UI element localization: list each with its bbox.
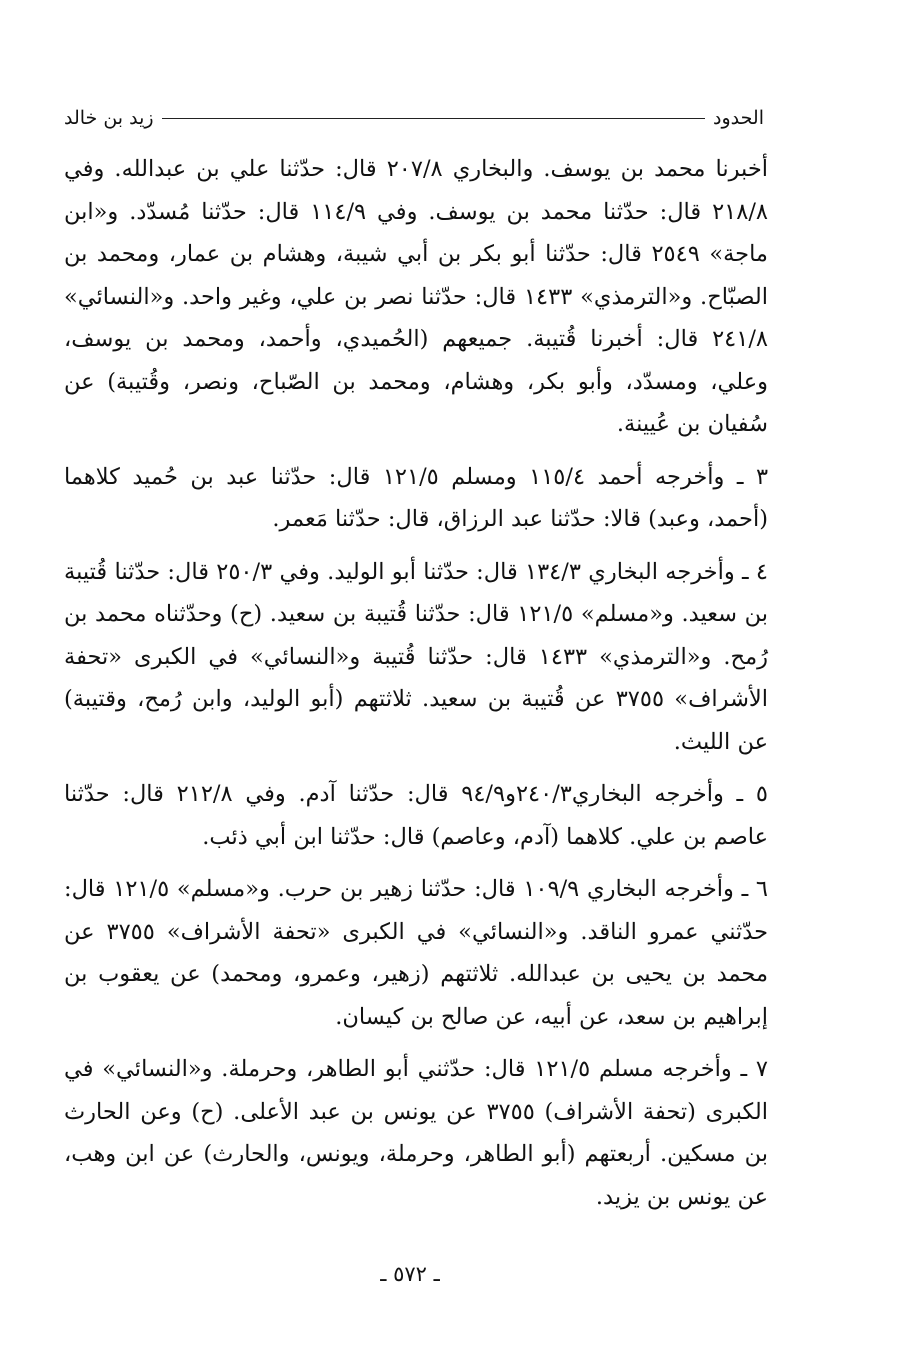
paragraph-4: ٤ ـ وأخرجه البخاري ١٣٤/٣ قال: حدّثنا أبو الوليد. وفي ٢٥٠/٣ قال: حدّثنا قُتيبة بن سعيد. و«مسلم» ١٢١/٥ قال: حدّثنا قُتيبة بن سعيد. (ح) وحدّثناه محمد بن رُمح. و«الترمذي» ١٤٣٣ قال: حدّثنا قُتيبة و«النسائي» في الكبرى «تحفة الأشراف» ٣٧٥٥ عن قُتيبة بن سعيد. ثلاثتهم (أبو الوليد، وابن رُمح، وقتيبة) عن الليث. (64, 558, 768, 755)
paragraph-continuation: أخبرنا محمد بن يوسف. والبخاري ٢٠٧/٨ قال: حدّثنا علي بن عبدالله. وفي ٢١٨/٨ قال: حدّثنا محمد بن يوسف. وفي ١١٤/٩ قال: حدّثنا مُسدّد. و«ابن ماجة» ٢٥٤٩ قال: حدّثنا أبو بكر بن أبي شيبة، وهشام بن عمار، ومحمد بن الصبّاح. و«الترمذي» ١٤٣٣ قال: حدّثنا نصر بن علي، وغير واحد. و«النسائي» ٢٤١/٨ قال: أخبرنا قُتيبة. جميعهم (الحُميدي، وأحمد، ومحمد بن يوسف، وعلي، ومسدّد، وأبو بكر، وهشام، ومحمد بن الصّباح، ونصر، وقُتيبة) عن سُفيان بن عُيينة. (64, 156, 768, 437)
running-header (64, 104, 764, 132)
paragraph-6: ٦ ـ وأخرجه البخاري ١٠٩/٩ قال: حدّثنا زهير بن حرب. و«مسلم» ١٢١/٥ قال: حدّثني عمرو الناقد. و«النسائي» في الكبرى «تحفة الأشراف» ٣٧٥٥ عن محمد بن يحيى بن عبدالله. ثلاثتهم (زهير، وعمرو، ومحمد) عن يعقوب بن إبراهيم بن سعد، عن أبيه، عن صالح بن كيسان. (64, 876, 768, 1030)
page-number: ـ ٥٧٢ ـ (380, 1262, 440, 1286)
header-narrator-name: زيد بن خالد (64, 107, 154, 129)
header-section-title: الحدود (713, 107, 764, 129)
paragraph-7: ٧ ـ وأخرجه مسلم ١٢١/٥ قال: حدّثني أبو الطاهر، وحرملة. و«النسائي» في الكبرى (تحفة الأشراف) ٣٧٥٥ عن يونس بن عبد الأعلى. (ح) وعن الحارث بن مسكين. أربعتهم (أبو الطاهر، وحرملة، ويونس، والحارث) عن ابن وهب، عن يونس بن يزيد. (64, 1056, 768, 1210)
header-rule (162, 118, 705, 119)
paragraph-3: ٣ ـ وأخرجه أحمد ١١٥/٤ ومسلم ١٢١/٥ قال: حدّثنا عبد بن حُميد كلاهما (أحمد، وعبد) قالا: حدّثنا عبد الرزاق، قال: حدّثنا مَعمر. (64, 463, 769, 532)
paragraph-5: ٥ ـ وأخرجه البخاري٢٤٠/٣و٩٤/٩ قال: حدّثنا آدم. وفي ٢١٢/٨ قال: حدّثنا عاصم بن علي. كلاهما (آدم، وعاصم) قال: حدّثنا ابن أبي ذئب. (64, 781, 768, 850)
main-text (64, 148, 768, 1228)
